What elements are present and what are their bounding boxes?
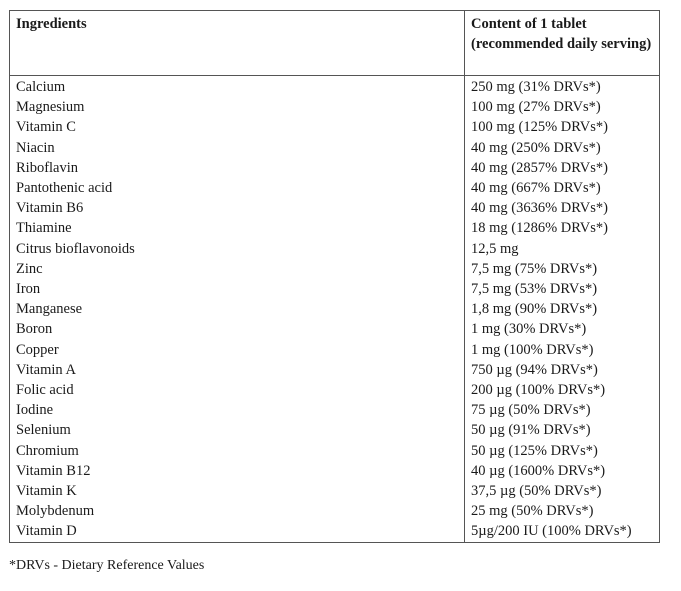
- ingredient-name: Vitamin B12: [10, 461, 465, 481]
- ingredient-content: 1,8 mg (90% DRVs*): [465, 299, 660, 319]
- table-row: [10, 400, 660, 420]
- ingredient-content: 50 µg (91% DRVs*): [465, 420, 660, 440]
- table-row: [10, 360, 660, 380]
- ingredient-content: 750 µg (94% DRVs*): [465, 360, 660, 380]
- ingredient-name: Chromium: [10, 441, 465, 461]
- table-row: [10, 481, 660, 501]
- ingredient-content: 100 mg (125% DRVs*): [465, 117, 660, 137]
- table-row: [10, 319, 660, 339]
- ingredient-name: Vitamin D: [10, 521, 465, 542]
- ingredient-content: 7,5 mg (53% DRVs*): [465, 279, 660, 299]
- ingredient-name: Folic acid: [10, 380, 465, 400]
- ingredient-name: Vitamin A: [10, 360, 465, 380]
- table-row: [10, 259, 660, 279]
- footnote: *DRVs - Dietary Reference Values: [9, 558, 205, 573]
- ingredient-name: Zinc: [10, 259, 465, 279]
- table-row: [10, 501, 660, 521]
- ingredient-content: 40 mg (250% DRVs*): [465, 138, 660, 158]
- ingredient-name: Boron: [10, 319, 465, 339]
- table-body: [10, 76, 660, 543]
- ingredient-content: 25 mg (50% DRVs*): [465, 501, 660, 521]
- ingredient-content: 37,5 µg (50% DRVs*): [465, 481, 660, 501]
- ingredient-content: 200 µg (100% DRVs*): [465, 380, 660, 400]
- ingredient-name: Copper: [10, 340, 465, 360]
- ingredient-content: 50 µg (125% DRVs*): [465, 441, 660, 461]
- column-header-content: Content of 1 tablet (recommended daily serving): [465, 11, 660, 76]
- ingredient-name: Pantothenic acid: [10, 178, 465, 198]
- table-row: [10, 441, 660, 461]
- ingredient-content: 5µg/200 IU (100% DRVs*): [465, 521, 660, 542]
- ingredient-name: Magnesium: [10, 97, 465, 117]
- ingredient-name: Molybdenum: [10, 501, 465, 521]
- ingredient-content: 250 mg (31% DRVs*): [465, 76, 660, 98]
- table-header-row: [10, 11, 660, 76]
- table-row: [10, 239, 660, 259]
- ingredient-name: Vitamin C: [10, 117, 465, 137]
- ingredient-name: Citrus bioflavonoids: [10, 239, 465, 259]
- table-row: [10, 521, 660, 542]
- table-row: [10, 198, 660, 218]
- table-row: [10, 218, 660, 238]
- table-row: [10, 299, 660, 319]
- table-row: [10, 380, 660, 400]
- table-row: [10, 97, 660, 117]
- ingredient-content: 75 µg (50% DRVs*): [465, 400, 660, 420]
- ingredient-name: Calcium: [10, 76, 465, 98]
- table-row: [10, 420, 660, 440]
- ingredient-content: 7,5 mg (75% DRVs*): [465, 259, 660, 279]
- ingredient-name: Niacin: [10, 138, 465, 158]
- table-row: [10, 178, 660, 198]
- table-row: [10, 158, 660, 178]
- ingredient-content: 40 mg (667% DRVs*): [465, 178, 660, 198]
- ingredients-table: [9, 10, 660, 543]
- table-row: [10, 138, 660, 158]
- ingredient-name: Vitamin B6: [10, 198, 465, 218]
- ingredient-name: Riboflavin: [10, 158, 465, 178]
- ingredient-content: 18 mg (1286% DRVs*): [465, 218, 660, 238]
- ingredient-content: 40 mg (3636% DRVs*): [465, 198, 660, 218]
- ingredient-content: 1 mg (100% DRVs*): [465, 340, 660, 360]
- ingredient-content: 40 mg (2857% DRVs*): [465, 158, 660, 178]
- ingredient-name: Vitamin K: [10, 481, 465, 501]
- ingredient-content: 40 µg (1600% DRVs*): [465, 461, 660, 481]
- ingredient-name: Manganese: [10, 299, 465, 319]
- ingredient-name: Thiamine: [10, 218, 465, 238]
- column-header-ingredients: Ingredients: [10, 11, 465, 76]
- table-row: [10, 461, 660, 481]
- ingredient-name: Iodine: [10, 400, 465, 420]
- table-row: [10, 340, 660, 360]
- table-row: [10, 76, 660, 98]
- table-row: [10, 279, 660, 299]
- ingredient-name: Iron: [10, 279, 465, 299]
- ingredient-content: 1 mg (30% DRVs*): [465, 319, 660, 339]
- table-row: [10, 117, 660, 137]
- ingredient-content: 100 mg (27% DRVs*): [465, 97, 660, 117]
- ingredient-name: Selenium: [10, 420, 465, 440]
- ingredient-content: 12,5 mg: [465, 239, 660, 259]
